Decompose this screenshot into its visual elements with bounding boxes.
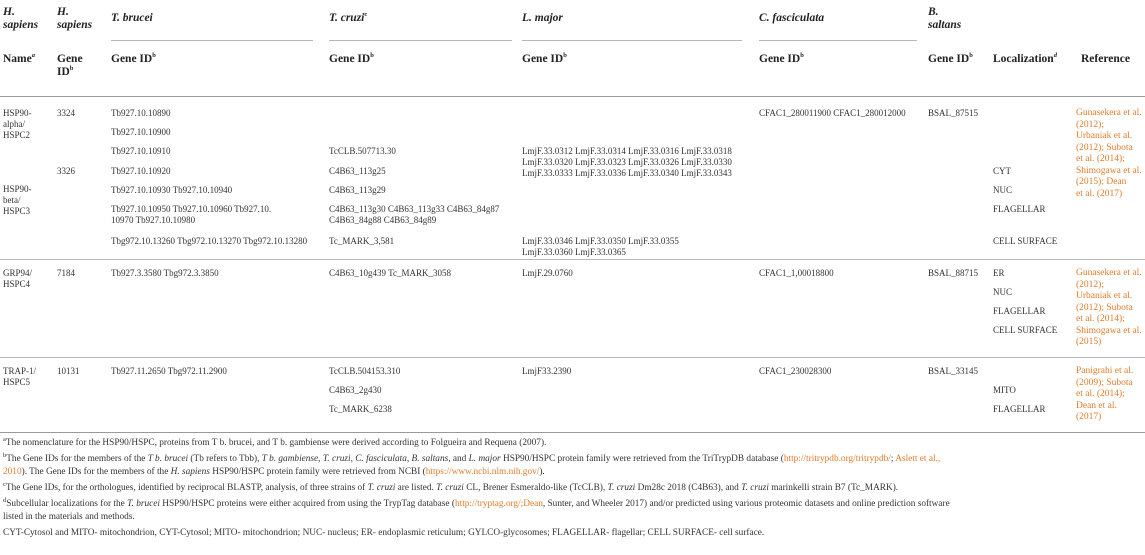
localization: FLAGELLAR [993, 404, 1046, 414]
header-rule-cf [759, 40, 917, 41]
lm-geneid: LmjF33.2390 [522, 366, 572, 376]
header-hs2: H. sapiens [57, 6, 93, 31]
footnote-c: $^c$The Gene IDs, for the orthologues, identified by reciprocal BLASTP, analysis, of three strains of T. cruzi are listed. T. cruzi CL, Brener Esmeraldo-like (TcCLB), T. cruzi Dm28c 2018 (C4B63), and T. cruzi marinkelli strain B7 (Tc_MARK). [3, 480, 899, 493]
tc-geneid: C4B63_113g29 [329, 185, 386, 195]
col-bs-geneid: Gene $ID^b$ [928, 52, 973, 65]
col-tc-geneid: Gene $ID^b$ [329, 52, 374, 65]
col-reference: Reference [1081, 53, 1130, 65]
localization: FLAGELLAR [993, 306, 1046, 316]
col-localization: Localization$^d$ [993, 52, 1057, 65]
header-rule-tb [111, 40, 313, 41]
lm-geneid: LmjF.29.0760 [522, 268, 573, 278]
localization: NUC [993, 185, 1013, 195]
tritrypdb-link[interactable]: http://tritrypdb.org/tritrypdb/ [783, 454, 891, 464]
table-bottom-rule [0, 432, 1145, 433]
row-name-trap1: TRAP-1/ HSPC5 [3, 366, 37, 387]
hs-geneid: 3324 [57, 108, 75, 118]
tryptag-link[interactable]: http://tryptag.org/;Dean [454, 499, 543, 509]
localization: CYT [993, 166, 1011, 176]
bs-geneid: BSAL_33145 [928, 366, 979, 376]
bs-geneid: BSAL_87515 [928, 108, 979, 118]
bs-geneid: BSAL_88715 [928, 268, 979, 278]
aslett-citation-year[interactable]: 2010 [3, 467, 22, 477]
header-rule-lm [522, 40, 742, 41]
tc-geneid: C4B63_113g30 C4B63_113g33 C4B63_84g87 C4B63_84g88 C4B63_84g89 [329, 204, 500, 225]
hs-geneid: 7184 [57, 268, 75, 278]
localization: MITO [993, 385, 1016, 395]
row-name-hsp90-beta: HSP90- beta/ HSPC3 [3, 184, 32, 216]
cf-geneid: CFAC1_1,00018800 [759, 268, 834, 278]
col-lm-geneid: Gene $ID^b$ [522, 52, 567, 65]
localization: NUC [993, 287, 1013, 297]
tc-geneid: TcCLB.504153.310 [329, 366, 401, 376]
abbreviations: CYT-Cytosol and MITO- mitochondrion, CYT-Cytosol; MITO- mitochondrion; NUC- nucleus; ER- endoplasmic reticulum; GYLCO-glycosomes; FLAGELLAR- flagellar; CELL SURFACE- cell surface. [3, 528, 765, 538]
header-cfasciculata: C. fasciculata [759, 12, 825, 24]
footnote-b-cont: 2010). The Gene IDs for the members of the H. sapiens HSP90/HSPC protein family were retrieved from NCBI (https://www.ncbi.nlm.nih.gov/). [3, 467, 545, 477]
reference-links[interactable]: Panigrahi et al. (2009); Subota et al. (2014); Dean et al. (2017) [1076, 366, 1134, 422]
col-cf-geneid: Gene $ID^b$ [759, 52, 804, 65]
footnote-b: $^b$The Gene IDs for the members of the T b. brucei (Tb refers to Tbb), T b. gambiense, T. cruzi, C. fasciculata, B. saltans, and L. major HSP90/HSPC protein family were retrieved from the TriTrypDB database (http://tritrypdb.org/tritrypdb/; Aslett et al., [3, 451, 941, 464]
lm-geneid: LmjF.33.0312 LmjF.33.0314 LmjF.33.0316 LmjF.33.0318 LmjF.33.0320 LmjF.33.0323 LmjF.33.0326 LmjF.33.0330 LmjF.33.0333 LmjF.33.0336 LmjF.33.0340 LmjF.33.0343 [522, 146, 732, 178]
reference-links[interactable]: Gunasekera et al. (2012); Urbaniak et al. (2012); Subota et al. (2014); Shimogawa et al. (2015) [1076, 268, 1142, 347]
tc-geneid: TcCLB.507713.30 [329, 146, 396, 156]
header-hs1: H. sapiens [3, 6, 39, 31]
cf-geneid: CFAC1_230028300 [759, 366, 832, 376]
header-tbrucei: T. brucei [111, 12, 153, 24]
lm-geneid: LmjF.33.0346 LmjF.33.0350 LmjF.33.0355 LmjF.33.0360 LmjF.33.0365 [522, 236, 679, 257]
header-rule-tc [329, 40, 512, 41]
localization: ER [993, 268, 1005, 278]
localization: FLAGELLAR [993, 204, 1046, 214]
footnote-d: $^d$Subcellular localizations for the T. brucei HSP90/HSPC proteins were either acquired from using the TrypTag database (http://tryptag.org/;Dean, Sunter, and Wheeler 2017) and/or predicted using various proteomic datasets and online prediction software [3, 496, 950, 509]
localization: CELL SURFACE [993, 325, 1058, 335]
header-tcruzi: T. cruzi$^c$ [329, 11, 368, 24]
hs-geneid: 3326 [57, 166, 75, 176]
tb-geneid: Tb927.10.10910 [111, 146, 171, 156]
tc-geneid: Tc_MARK_3,581 [329, 236, 395, 246]
tc-geneid: C4B63_113g25 [329, 166, 386, 176]
tb-geneid: Tb927.10.10890 [111, 108, 171, 118]
col-hs-geneid: Gene $ID^b$ [57, 53, 83, 78]
footnote-d-cont: listed in the materials and methods. [3, 512, 135, 522]
tb-geneid: Tb927.10.10930 Tb927.10.10940 [111, 185, 233, 195]
header-bsaltans: B. saltans [928, 6, 962, 31]
tb-geneid: Tbg972.10.13260 Tbg972.10.13270 Tbg972.10.13280 [111, 236, 308, 246]
col-tb-geneid: Gene $ID^b$ [111, 52, 156, 65]
header-bottom-rule [0, 96, 1145, 97]
tb-geneid: Tb927.10.10950 Tb927.10.10960 Tb927.10. 10970 Tb927.10.10980 [111, 204, 272, 225]
hs-geneid: 10131 [57, 366, 80, 376]
tb-geneid: Tb927.3.3580 Tbg972.3.3850 [111, 268, 219, 278]
footnote-a: $^a$The nomenclature for the HSP90/HSPC, proteins from T b. brucei, and T b. gambiense were derived according to Folgueira and Requena (2007). [3, 435, 547, 448]
tc-geneid: C4B63_10g439 Tc_MARK_3058 [329, 268, 451, 278]
tb-geneid: Tb927.10.10920 [111, 166, 171, 176]
header-lmajor: L. major [522, 12, 563, 24]
row-name-hsp90-alpha: HSP90- alpha/ HSPC2 [3, 108, 32, 140]
col-name: Name$^a$ [3, 52, 35, 65]
tc-geneid: C4B63_2g430 [329, 385, 382, 395]
localization: CELL SURFACE [993, 236, 1058, 246]
tb-geneid: Tb927.11.2650 Tbg972.11.2900 [111, 366, 227, 376]
row-divider [0, 357, 1145, 358]
aslett-citation[interactable]: Aslett et al., [895, 454, 941, 464]
reference-links[interactable]: Gunasekera et al. (2012); Urbaniak et al. (2012); Subota et al. (2014); Shimogawa et al. (2015); Dean et al. (2017) [1076, 108, 1142, 199]
row-name-grp94: GRP94/ HSPC4 [3, 268, 33, 289]
ncbi-link[interactable]: https://www.ncbi.nlm.nih.gov/ [425, 467, 540, 477]
tc-geneid: Tc_MARK_6238 [329, 404, 392, 414]
tb-geneid: Tb927.10.10900 [111, 127, 171, 137]
row-divider [0, 259, 1145, 260]
cf-geneid: CFAC1_280011900 CFAC1_280012000 [759, 108, 906, 118]
